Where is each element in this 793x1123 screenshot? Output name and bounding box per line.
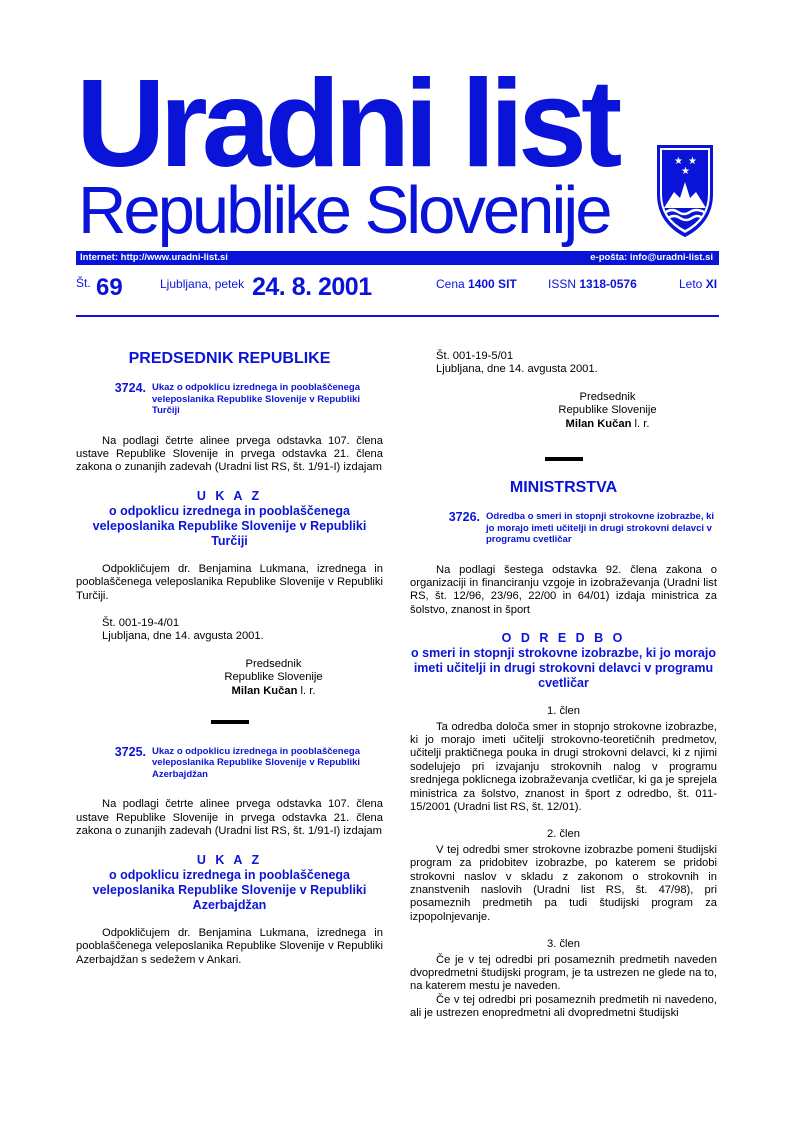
article-heading-1: 1. člen bbox=[547, 705, 580, 718]
section-heading: MINISTRSTVA bbox=[509, 479, 618, 497]
article-text-3b: Če v tej odredbi pri posameznih predmetih ni navedeno, ali je ustrezen enopredmetni ali dvopredmetni študijski bbox=[410, 993, 717, 1020]
masthead-contact-bar bbox=[76, 251, 719, 265]
coat-of-arms-icon bbox=[652, 144, 718, 238]
reference-number: Št. 001-19-5/01 bbox=[436, 350, 514, 362]
price-label: Cena bbox=[436, 277, 465, 291]
signature-org: Republike Slovenije bbox=[558, 404, 657, 417]
svg-text:★: ★ bbox=[681, 166, 690, 177]
year bbox=[679, 277, 717, 291]
masthead-title: Uradni list bbox=[76, 55, 617, 193]
section-heading: PREDSEDNIK REPUBLIKE bbox=[128, 350, 331, 367]
internet-link[interactable]: Internet: http://www.uradni-list.si bbox=[80, 252, 228, 263]
article-text-3a: Če je v tej odredbi pri posameznih predmetih naveden dvopredmetni študijski program, je ta ustrezen ne glede na to, na katerem mestu je naveden. bbox=[410, 953, 717, 993]
left-column bbox=[76, 340, 383, 981]
article-number: 3726. bbox=[448, 510, 480, 525]
reference-date: Ljubljana, dne 14. avgusta 2001. bbox=[102, 630, 264, 643]
signature-role: Predsednik bbox=[579, 390, 636, 403]
email-link[interactable]: e-pošta: info@uradni-list.si bbox=[590, 252, 713, 263]
svg-text:★: ★ bbox=[688, 156, 697, 167]
section-divider bbox=[545, 457, 583, 461]
year-label: Leto bbox=[679, 277, 703, 291]
article-title: Odredba o smeri in stopnji strokovne izobrazbe, ki jo morajo imeti učitelji in drugi strokovni delavci v programu cvetličar bbox=[486, 511, 715, 546]
article-entry-3724 bbox=[76, 382, 383, 417]
reference-number: Št. 001-19-4/01 bbox=[102, 616, 180, 629]
order-keyword: O D R E D B O bbox=[501, 631, 626, 646]
signature-block bbox=[164, 658, 383, 698]
decree-subject: o odpoklicu izrednega in pooblaščenega veleposlanika Republike Slovenije v Republiki Azerbajdžan bbox=[92, 867, 367, 912]
signature-suffix: l. r. bbox=[300, 684, 316, 697]
signature-org: Republike Slovenije bbox=[224, 671, 323, 684]
decree-keyword: U K A Z bbox=[196, 488, 263, 503]
decree-body: Odpokličujem dr. Benjamina Lukmana, izrednega in pooblaščenega veleposlanika Republike Slovenije v Republiki Azerbajdžan s sedežem v Ankari. bbox=[76, 926, 383, 966]
decree-heading bbox=[76, 489, 383, 549]
article-title: Ukaz o odpoklicu izrednega in pooblaščenega veleposlanika Republike Slovenije v Republiki Azerbajdžan bbox=[152, 745, 361, 780]
issue-date: 24. 8. 2001 bbox=[252, 273, 372, 301]
signature-role: Predsednik bbox=[245, 657, 302, 670]
reference-date: Ljubljana, dne 14. avgusta 2001. bbox=[436, 363, 598, 376]
article-heading-3: 3. člen bbox=[547, 938, 580, 951]
article-number: 3725. bbox=[114, 744, 146, 759]
article-text-2: V tej odredbi smer strokovne izobrazbe pomeni študijski program za pridobitev izobrazbe, po katerem se pridobi strokovni naslov v skladu z zakonom o strokovnih in znanstvenih naslovih (Uradni list RS, št. 47/98), pri posameznih predmetih pa tudi študijski program za izpopolnjevanje. bbox=[410, 843, 717, 923]
order-heading bbox=[410, 631, 717, 691]
header-rule bbox=[76, 315, 719, 317]
article-entry-3725 bbox=[76, 746, 383, 781]
signature-name: Milan Kučan bbox=[231, 684, 298, 697]
article-title: Ukaz o odpoklicu izrednega in pooblaščenega veleposlanika Republike Slovenije v Republiki Turčiji bbox=[152, 382, 361, 416]
decree-subject: o odpoklicu izrednega in pooblaščenega veleposlanika Republike Slovenije v Republiki Turčiji bbox=[92, 503, 367, 548]
issue-label: Št. bbox=[76, 276, 91, 290]
signature-suffix: l. r. bbox=[634, 417, 650, 430]
decree-heading bbox=[76, 853, 383, 913]
issn-label: ISSN bbox=[548, 277, 577, 291]
decree-keyword: U K A Z bbox=[196, 852, 263, 867]
issue-number: 69 bbox=[96, 274, 123, 301]
article-intro: Na podlagi šestega odstavka 92. člena zakona o organizaciji in financiranju vzgoje in izobraževanja (Uradni list RS, št. 12/96, 23/96, 22/00 in 64/01) izdaja ministrica za šolstvo, znanost in šport bbox=[410, 563, 717, 616]
price-value: 1400 SIT bbox=[468, 277, 517, 291]
article-intro: Na podlagi četrte alinee prvega odstavka 107. člena ustave Republike Slovenije in prvega odstavka 21. člena zakona o zunanjih zadevah (Uradni list RS, št. 1/91-I) izdajam bbox=[76, 434, 383, 474]
order-subject: o smeri in stopnji strokovne izobrazbe, ki jo morajo imeti učitelji in drugi strokovni delavci v programu cvetličar bbox=[411, 646, 716, 691]
year-value: XI bbox=[705, 277, 718, 291]
section-divider bbox=[211, 720, 249, 724]
issn bbox=[548, 277, 637, 291]
price bbox=[436, 277, 517, 291]
signature-block bbox=[498, 391, 717, 431]
article-number: 3724. bbox=[114, 381, 146, 395]
place-day: Ljubljana, petek bbox=[160, 277, 245, 291]
signature-name: Milan Kučan bbox=[565, 417, 632, 430]
decree-body: Odpokličujem dr. Benjamina Lukmana, izrednega in pooblaščenega veleposlanika Republike Slovenije v Republiki Turčiji. bbox=[76, 562, 383, 602]
article-text-1: Ta odredba določa smer in stopnjo strokovne izobrazbe, ki jo morajo imeti učitelji strokovno-teoretičnih predmetov, učitelji praktičnega pouka in drugi strokovni delavci, ki z njimi sodelujejo pri izvajanju strokovnih nalog v programu srednjega poklicnega izobraževanja cvetličar, ki ga je sprejela ministrica za šolstvo, znanost in šport z odredbo, št. 011-15/2001 (Uradni list RS, št. 12/01). bbox=[410, 720, 717, 813]
article-intro: Na podlagi četrte alinee prvega odstavka 107. člena ustave Republike Slovenije in prvega odstavka 21. člena zakona o zunanjih zadevah (Uradni list RS, št. 1/91-I) izdajam bbox=[76, 798, 383, 838]
svg-text:★: ★ bbox=[674, 156, 683, 167]
article-heading-2: 2. člen bbox=[547, 828, 580, 841]
article-entry-3726 bbox=[410, 511, 717, 546]
issn-value: 1318-0576 bbox=[579, 277, 637, 291]
right-column bbox=[410, 350, 717, 1021]
masthead-subtitle: Republike Slovenije bbox=[78, 173, 610, 248]
